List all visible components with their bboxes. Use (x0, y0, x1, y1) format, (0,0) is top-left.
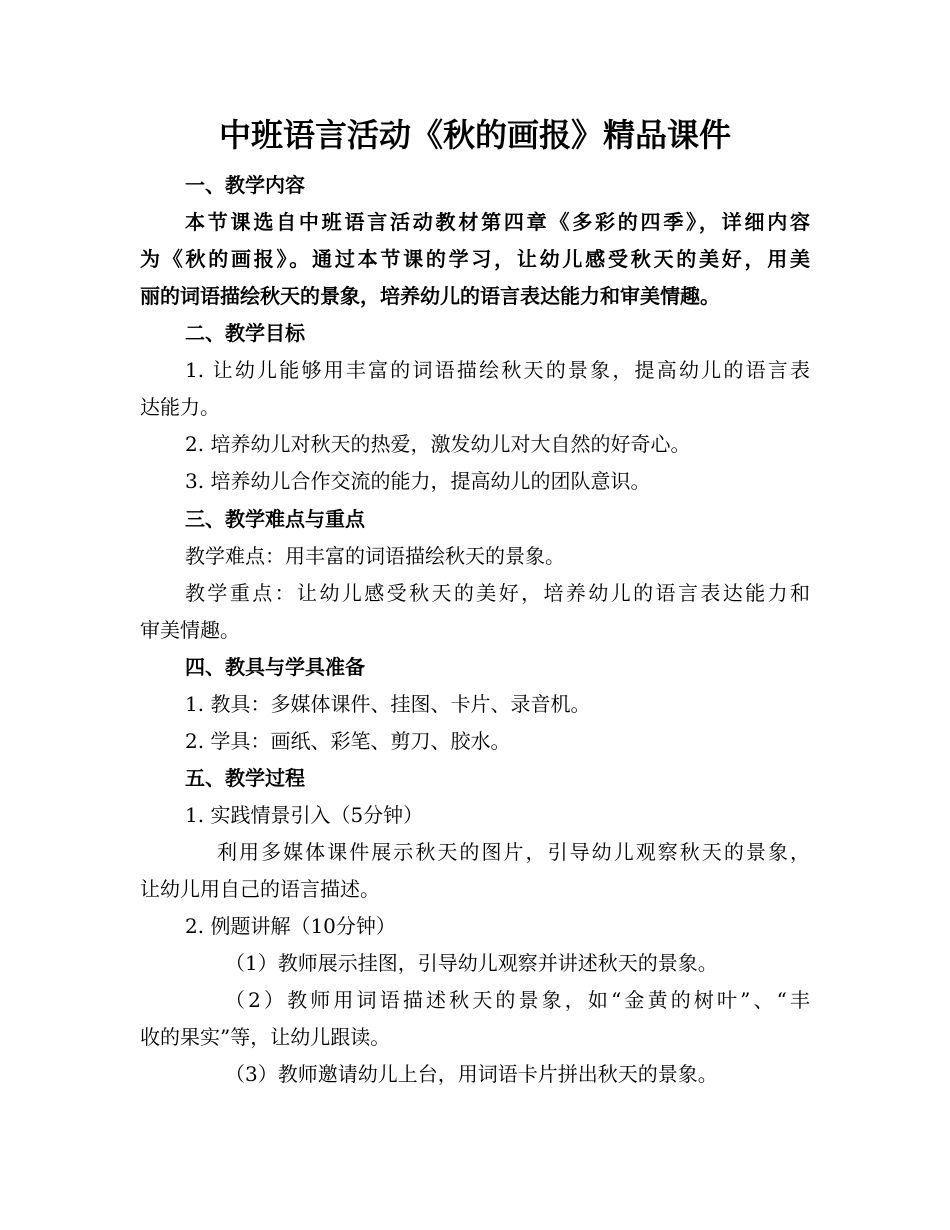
paragraph-line: 本节课选自中班语言活动教材第四章《多彩的四季》，详细内容 (185, 210, 810, 234)
list-item: 2. 培养幼儿对秋天的热爱，激发幼儿对大自然的好奇心。 (185, 432, 691, 456)
list-item: 2. 例题讲解（10分钟） (185, 914, 396, 938)
section-heading-teaching-process: 五、教学过程 (185, 766, 305, 790)
list-item: 2. 学具：画纸、彩笔、剪刀、胶水。 (185, 729, 511, 753)
page-title: 中班语言活动《秋的画报》精品课件 (218, 116, 731, 154)
section-heading-teaching-aids: 四、教具与学具准备 (185, 655, 365, 679)
sub-list-item-continuation: 收的果实”等，让幼儿跟读。 (140, 1025, 391, 1049)
paragraph-line: 让幼儿用自己的语言描述。 (140, 877, 380, 901)
paragraph-line: 教学重点：让幼儿感受秋天的美好，培养幼儿的语言表达能力和 (185, 581, 810, 605)
sub-list-item: （2）教师用词语描述秋天的景象，如“金黄的树叶”、“丰 (225, 988, 810, 1012)
paragraph-line: 教学难点：用丰富的词语描绘秋天的景象。 (185, 544, 565, 568)
list-item-continuation: 达能力。 (140, 395, 220, 419)
paragraph-line: 为《秋的画报》。通过本节课的学习，让幼儿感受秋天的美好，用美 (140, 247, 810, 271)
list-item: 3. 培养幼儿合作交流的能力，提高幼儿的团队意识。 (185, 469, 651, 493)
sub-list-item: （3）教师邀请幼儿上台，用词语卡片拼出秋天的景象。 (225, 1062, 718, 1086)
paragraph-line: 丽的词语描绘秋天的景象，培养幼儿的语言表达能力和审美情趣。 (140, 284, 720, 308)
section-heading-teaching-goals: 二、教学目标 (185, 321, 305, 345)
sub-list-item: （1）教师展示挂图，引导幼儿观察并讲述秋天的景象。 (225, 951, 718, 975)
section-heading-teaching-content: 一、教学内容 (185, 173, 305, 197)
paragraph-line: 审美情趣。 (140, 618, 240, 642)
list-item: 1. 实践情景引入（5分钟） (185, 803, 424, 827)
paragraph-line: 利用多媒体课件展示秋天的图片，引导幼儿观察秋天的景象， (217, 840, 810, 864)
list-item: 1. 教具：多媒体课件、挂图、卡片、录音机。 (185, 692, 591, 716)
section-heading-difficulties: 三、教学难点与重点 (185, 507, 365, 531)
list-item: 1. 让幼儿能够用丰富的词语描绘秋天的景象，提高幼儿的语言表 (185, 358, 810, 382)
